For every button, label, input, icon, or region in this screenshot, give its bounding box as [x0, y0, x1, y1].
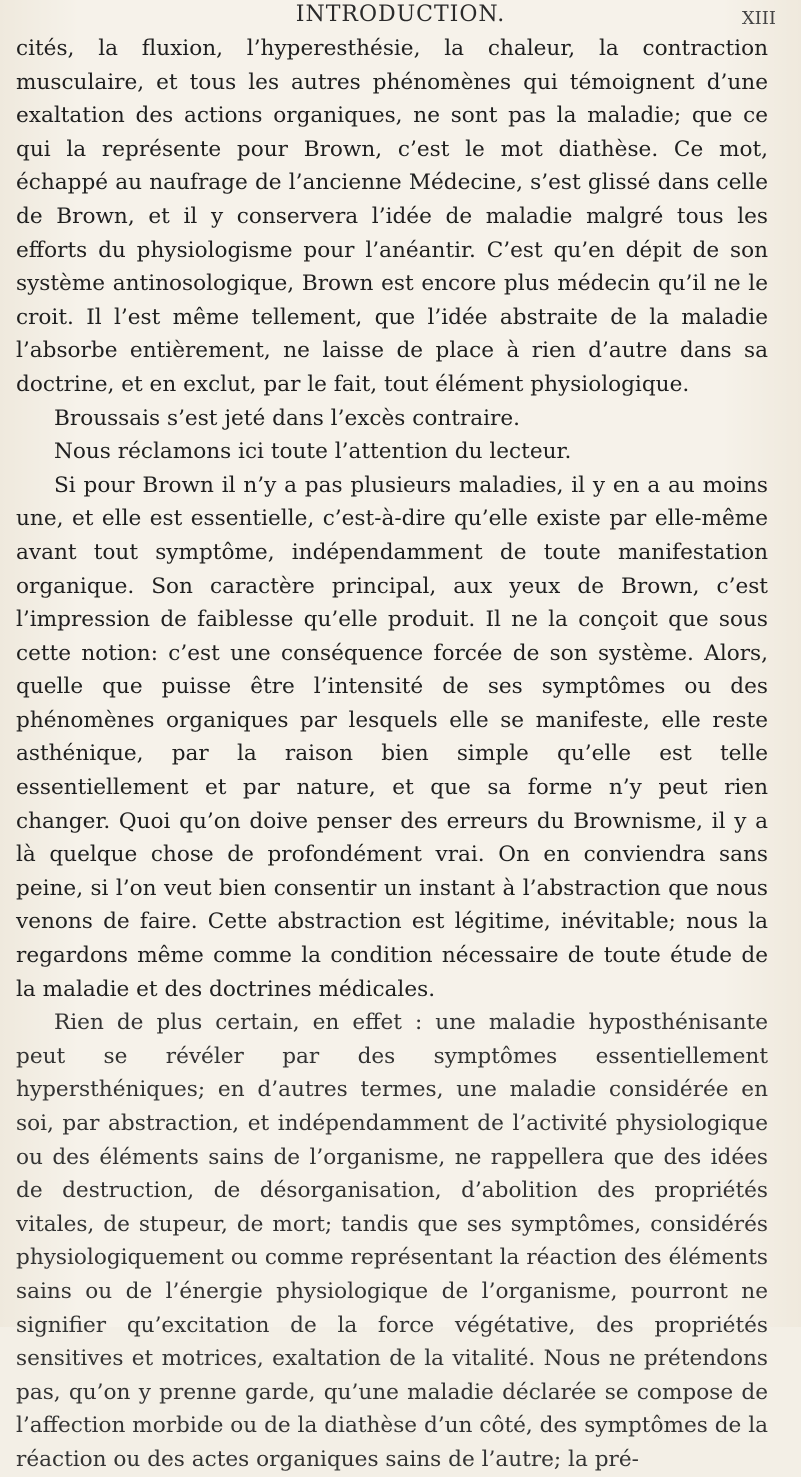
paragraph-4: Si pour Brown il n’y a pas plusieurs maladies, il y en a au moins une, et elle est essentielle, c’est-à-dire qu’elle existe par elle-même avant tout symptôme, indépendamment de toute manifestation organique. Son caractère principal, aux yeux de Brown, c’est l’impression de faiblesse qu’elle produit. Il ne la conçoit que sous cette notion: c’est une conséquence forcée de son système. Alors, quelle que puisse être l’intensité de ses symptômes ou des phénomènes organiques par lesquels elle se manifeste, elle reste asthénique, par la raison bien simple qu’elle est telle essentiellement et par nature, et que sa forme n’y peut rien changer. Quoi qu’on doive penser des erreurs du Brownisme, il y a là quelque chose de profondément vrai. On en conviendra sans peine, si l’on veut bien consentir un instant à l’abstraction que nous venons de faire. Cette abstraction est légitime, inévitable; nous la regardons même comme la condition nécessaire de toute étude de la maladie et des doctrines médicales. — [16, 472, 768, 1002]
page-title: INTRODUCTION. — [295, 2, 506, 27]
paragraph-1: cités, la fluxion, l’hyperesthésie, la chaleur, la contraction musculaire, et tous les autres phénomènes qui témoignent d’une exaltation des actions organiques, ne sont pas la maladie; que ce qui la représente pour Brown, c’est le mot diathèse. Ce mot, échappé au naufrage de l’ancienne Médecine, s’est glissé dans celle de Brown, et il y conservera l’idée de maladie malgré tous les efforts du physiologisme pour l’anéantir. C’est qu’en dépit de son système antinosologique, Brown est encore plus médecin qu’il ne le croit. Il l’est même tellement, que l’idée abstraite de la maladie l’absorbe entièrement, ne laisse de place à rien d’autre dans sa doctrine, et en exclut, par le fait, tout élément physiologique. — [16, 36, 768, 397]
running-head — [0, 0, 801, 28]
page-number: XIII — [741, 8, 776, 29]
body-text — [16, 32, 768, 1477]
paragraph-5: Rien de plus certain, en effet : une maladie hyposthénisante peut se révéler par des symptômes essentiellement hypersthéniques; en d’autres termes, une maladie considérée en soi, par abstraction, et indépendamment de l’activité physiologique ou des éléments sains de l’organisme, ne rappellera que des idées de destruction, de désorganisation, d’abolition des propriétés vitales, de stupeur, de mort; tandis que ses symptômes, considérés physiologiquement ou comme représentant la réaction des éléments sains ou de l’énergie physiologique de l’organisme, pourront ne signifier qu’excitation de la force végétative, des propriétés sensitives et motrices, exaltation de la vitalité. Nous ne prétendons pas, qu’on y prenne garde, qu’une maladie déclarée se compose de l’affection morbide ou de la diathèse d’un côté, des symptômes de la réaction ou des actes organiques sains de l’autre; la pré- — [16, 1010, 768, 1472]
paragraph-3: Nous réclamons ici toute l’attention du lecteur. — [54, 439, 572, 465]
paragraph-2: Broussais s’est jeté dans l’excès contraire. — [54, 405, 520, 431]
